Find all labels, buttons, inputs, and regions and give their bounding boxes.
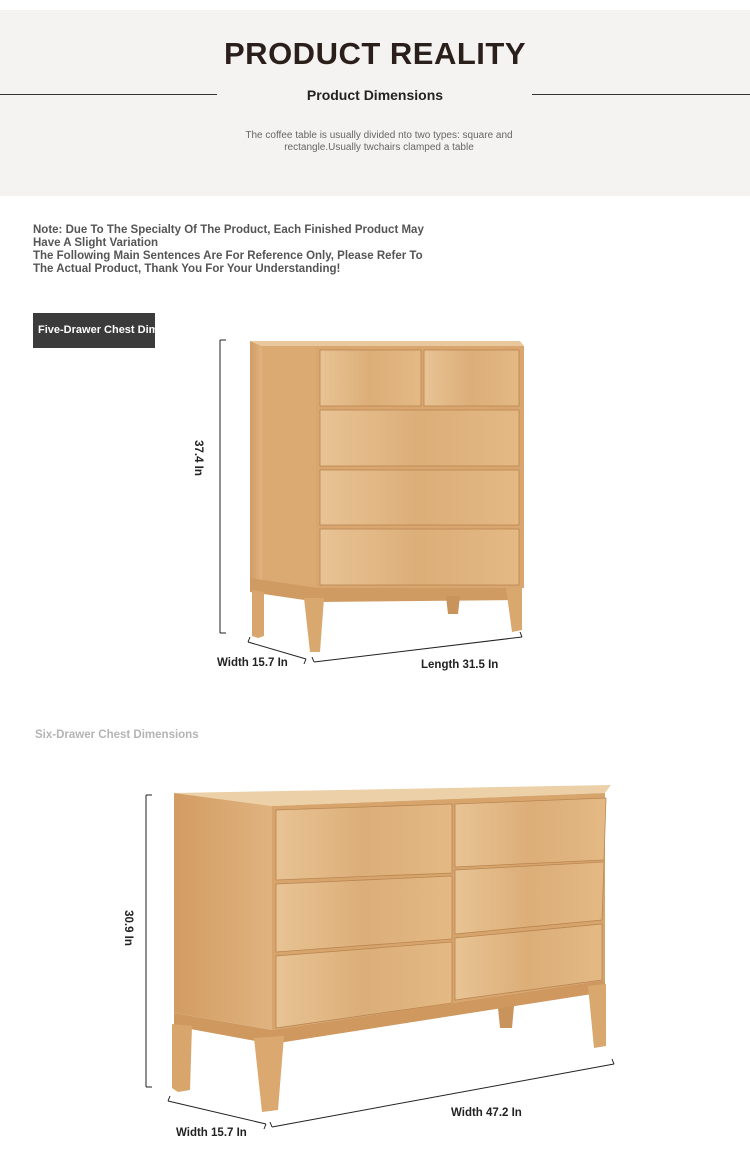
six-drawer-length: Width 47.2 In xyxy=(451,1107,522,1119)
five-drawer-width: Width 15.7 In xyxy=(217,657,288,669)
six-drawer-height: 30.9 In xyxy=(122,910,134,946)
section-subtitle: Product Dimensions xyxy=(306,87,444,103)
five-drawer-height: 37.4 In xyxy=(192,440,204,476)
header-description: The coffee table is usually divided nto two types: square and rectangle.Usually twchairs clamped a table xyxy=(245,130,513,153)
six-drawer-label: Six-Drawer Chest Dimensions xyxy=(35,729,199,741)
variation-note: Note: Due To The Specialty Of The Product, Each Finished Product May Have A Slight Variation The Following Main Sentences Are For Reference Only, Please Refer To The Actual Product, Thank You For Your Understanding! xyxy=(33,224,424,275)
six-drawer-width: Width 15.7 In xyxy=(176,1127,247,1139)
five-drawer-length: Length 31.5 In xyxy=(421,659,499,671)
page-title: PRODUCT REALITY xyxy=(224,36,526,71)
five-drawer-label: Five-Drawer Chest Dimensions xyxy=(33,313,155,348)
